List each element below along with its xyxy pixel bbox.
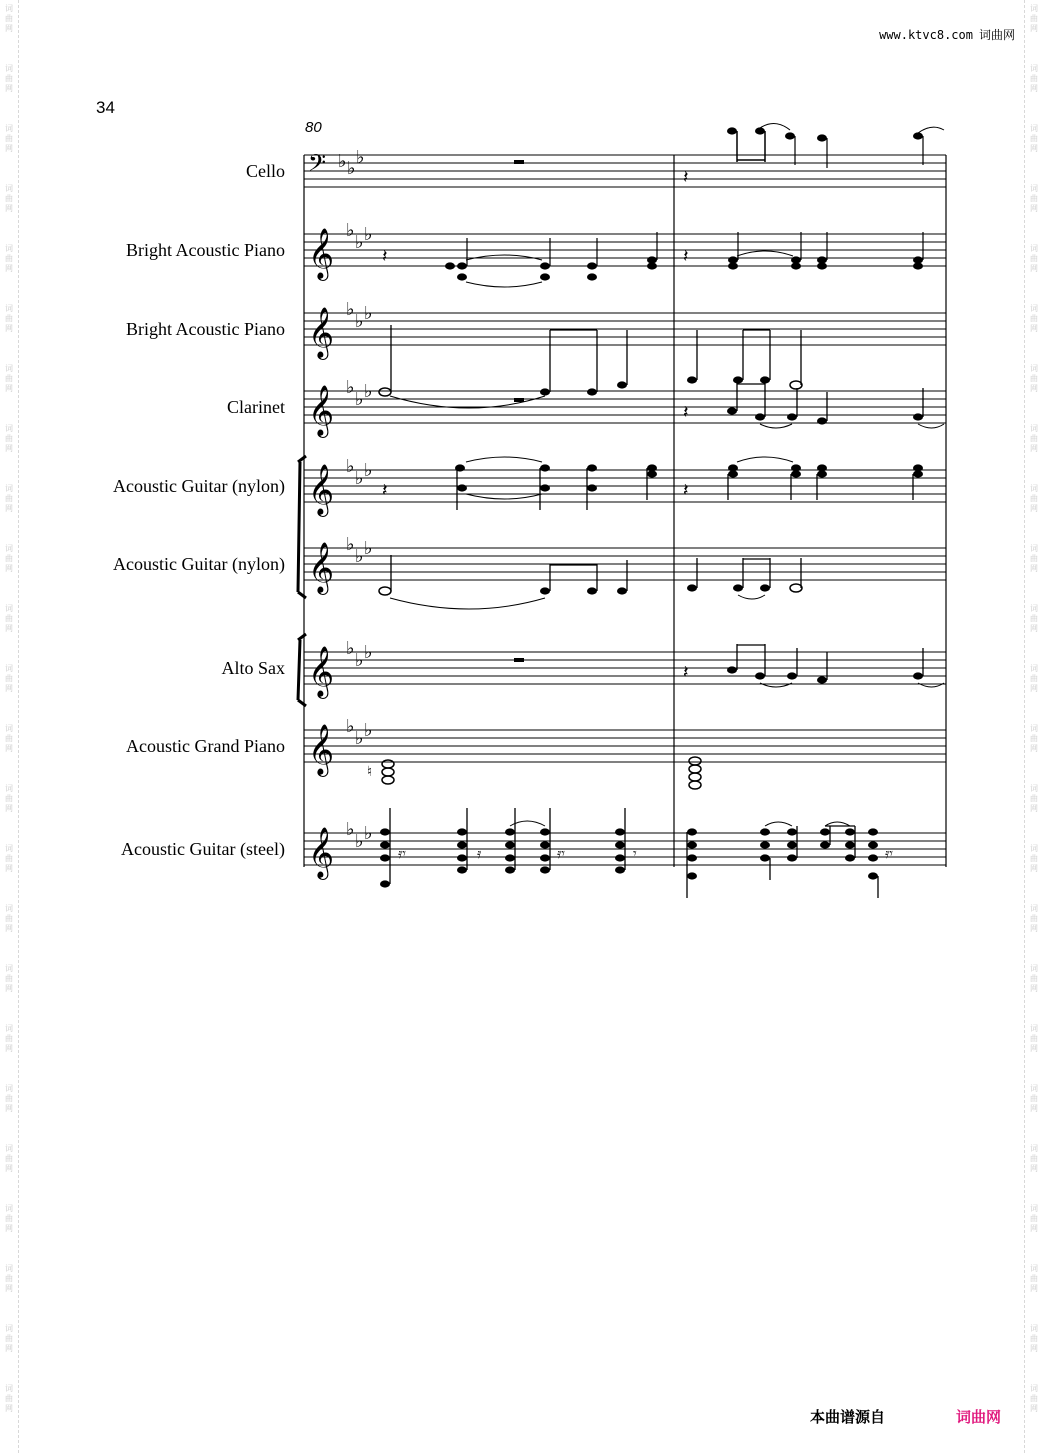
watermark-glyph: 网 bbox=[5, 204, 13, 213]
watermark-glyph: 词 bbox=[1030, 484, 1038, 493]
watermark-glyph: 曲 bbox=[1030, 1154, 1038, 1163]
staff-grand-piano bbox=[304, 716, 946, 789]
watermark-glyph: 网 bbox=[1030, 864, 1038, 873]
svg-text:𝄿𝄾: 𝄿𝄾 bbox=[398, 847, 407, 862]
watermark-glyph: 曲 bbox=[1030, 614, 1038, 623]
watermark-glyph: 网 bbox=[5, 984, 13, 993]
watermark-glyph: 词 bbox=[1030, 724, 1038, 733]
watermark-glyph: 网 bbox=[1030, 24, 1038, 33]
watermark-glyph: 网 bbox=[1030, 804, 1038, 813]
watermark-glyph: 词 bbox=[1030, 1324, 1038, 1333]
watermark-glyph: 曲 bbox=[1030, 194, 1038, 203]
instrument-label-alto-sax: Alto Sax bbox=[221, 658, 285, 678]
watermark-glyph: 网 bbox=[1030, 984, 1038, 993]
svg-text:𝄞: 𝄞 bbox=[308, 385, 335, 436]
watermark-glyph: 曲 bbox=[5, 1154, 13, 1163]
watermark-glyph: 曲 bbox=[5, 974, 13, 983]
watermark-glyph: 网 bbox=[1030, 84, 1038, 93]
watermark-glyph: 网 bbox=[5, 1044, 13, 1053]
staff-lines bbox=[304, 155, 946, 187]
guitar-group-bracket bbox=[298, 456, 306, 598]
watermark-glyph: 网 bbox=[5, 144, 13, 153]
watermark-glyph: 曲 bbox=[5, 674, 13, 683]
watermark-glyph: 词 bbox=[1030, 664, 1038, 673]
watermark-glyph: 曲 bbox=[1030, 74, 1038, 83]
watermark-glyph: 词 bbox=[1030, 1144, 1038, 1153]
watermark-glyph: 网 bbox=[5, 1164, 13, 1173]
watermark-glyph: 曲 bbox=[5, 134, 13, 143]
watermark-glyph: 网 bbox=[5, 444, 13, 453]
watermark-glyph: 网 bbox=[5, 564, 13, 573]
instrument-label-steel-guitar: Acoustic Guitar (steel) bbox=[121, 839, 285, 859]
watermark-glyph: 词 bbox=[1030, 304, 1038, 313]
watermark-glyph: 词 bbox=[5, 724, 13, 733]
svg-text:♭: ♭ bbox=[355, 546, 364, 566]
watermark-glyph: 曲 bbox=[5, 794, 13, 803]
watermark-glyph: 曲 bbox=[5, 914, 13, 923]
watermark-glyph: 网 bbox=[5, 1224, 13, 1233]
watermark-glyph: 网 bbox=[1030, 504, 1038, 513]
watermark-glyph: 词 bbox=[5, 424, 13, 433]
svg-text:♭: ♭ bbox=[355, 728, 364, 748]
watermark-glyph: 词 bbox=[1030, 544, 1038, 553]
watermark-glyph: 曲 bbox=[1030, 1214, 1038, 1223]
page-number: 34 bbox=[96, 98, 115, 117]
watermark-glyph: 曲 bbox=[5, 14, 13, 23]
staff-lines bbox=[304, 652, 946, 684]
watermark-glyph: 词 bbox=[1030, 1384, 1038, 1393]
svg-text:♭: ♭ bbox=[346, 220, 355, 240]
svg-text:♭: ♭ bbox=[346, 299, 355, 319]
svg-text:♭: ♭ bbox=[346, 638, 355, 658]
svg-text:♭: ♭ bbox=[356, 147, 365, 167]
staff-lines bbox=[304, 730, 946, 762]
watermark-glyph: 词 bbox=[5, 1084, 13, 1093]
tempo-marking: 80 bbox=[305, 119, 322, 136]
footer-brand: 词曲网 bbox=[956, 1408, 1002, 1426]
watermark-glyph: 曲 bbox=[1030, 434, 1038, 443]
svg-text:♭: ♭ bbox=[355, 232, 364, 252]
instrument-label-grand-piano: Acoustic Grand Piano bbox=[126, 736, 285, 756]
svg-text:𝄞: 𝄞 bbox=[308, 464, 335, 515]
watermark-glyph: 网 bbox=[1030, 204, 1038, 213]
watermark-glyph: 曲 bbox=[5, 494, 13, 503]
watermark-glyph: 词 bbox=[1030, 1264, 1038, 1273]
watermark-glyph: 曲 bbox=[1030, 1034, 1038, 1043]
instrument-label-cello: Cello bbox=[246, 161, 285, 181]
note bbox=[727, 127, 737, 134]
watermark-glyph: 曲 bbox=[1030, 974, 1038, 983]
watermark-glyph: 曲 bbox=[5, 554, 13, 563]
watermark-glyph: 网 bbox=[1030, 624, 1038, 633]
watermark-glyph: 网 bbox=[1030, 924, 1038, 933]
watermark-glyph: 词 bbox=[5, 304, 13, 313]
watermark-glyph: 词 bbox=[5, 544, 13, 553]
footer-source-label: 本曲谱源自 bbox=[810, 1408, 886, 1426]
svg-text:♮: ♮ bbox=[367, 765, 373, 780]
svg-text:𝄞: 𝄞 bbox=[308, 542, 335, 593]
svg-text:♭: ♭ bbox=[346, 819, 355, 839]
watermark-glyph: 网 bbox=[5, 744, 13, 753]
instrument-label-nylon-guitar-1: Acoustic Guitar (nylon) bbox=[113, 476, 285, 496]
watermark-glyph: 曲 bbox=[5, 374, 13, 383]
watermark-glyph: 网 bbox=[1030, 1044, 1038, 1053]
watermark-glyph: 曲 bbox=[1030, 854, 1038, 863]
note bbox=[785, 132, 795, 139]
watermark-glyph: 网 bbox=[1030, 564, 1038, 573]
watermark-glyph: 词 bbox=[1030, 184, 1038, 193]
watermark-glyph: 网 bbox=[5, 804, 13, 813]
quarter-rest: 𝄽 bbox=[382, 246, 388, 266]
watermark-glyph: 词 bbox=[5, 184, 13, 193]
svg-text:♭: ♭ bbox=[355, 650, 364, 670]
svg-text:♭: ♭ bbox=[347, 158, 356, 178]
watermark-glyph: 网 bbox=[1030, 1344, 1038, 1353]
watermark-glyph: 曲 bbox=[5, 1394, 13, 1403]
svg-text:𝄽: 𝄽 bbox=[382, 480, 388, 500]
svg-text:♭: ♭ bbox=[346, 377, 355, 397]
watermark-glyph: 网 bbox=[5, 504, 13, 513]
watermark-glyph: 曲 bbox=[5, 1214, 13, 1223]
staff-alto-sax bbox=[304, 638, 946, 699]
whole-rest bbox=[514, 160, 524, 164]
svg-text:♭: ♭ bbox=[346, 456, 355, 476]
watermark-glyph: 词 bbox=[5, 1144, 13, 1153]
staff-bright-piano-1 bbox=[304, 220, 946, 287]
watermark-glyph: 词 bbox=[5, 784, 13, 793]
svg-text:♭: ♭ bbox=[355, 831, 364, 851]
staff-bright-piano-2 bbox=[304, 299, 946, 396]
watermark-glyph: 曲 bbox=[1030, 794, 1038, 803]
watermark-glyph: 网 bbox=[1030, 744, 1038, 753]
watermark-glyph: 曲 bbox=[5, 1034, 13, 1043]
watermark-glyph: 曲 bbox=[1030, 494, 1038, 503]
watermark-glyph: 曲 bbox=[5, 1094, 13, 1103]
svg-text:𝄽: 𝄽 bbox=[683, 480, 689, 500]
watermark-glyph: 曲 bbox=[5, 854, 13, 863]
watermark-glyph: 词 bbox=[5, 4, 13, 13]
svg-text:𝄾: 𝄾 bbox=[633, 847, 637, 862]
watermark-glyph: 网 bbox=[5, 924, 13, 933]
watermark-glyph: 词 bbox=[5, 124, 13, 133]
watermark-glyph: 词 bbox=[5, 484, 13, 493]
watermark-glyph: 网 bbox=[1030, 264, 1038, 273]
staff-lines bbox=[304, 391, 946, 423]
watermark-glyph: 网 bbox=[1030, 444, 1038, 453]
watermark-glyph: 曲 bbox=[1030, 314, 1038, 323]
watermark-glyph: 网 bbox=[5, 624, 13, 633]
watermark-glyph: 词 bbox=[5, 664, 13, 673]
watermark-glyph: 词 bbox=[1030, 244, 1038, 253]
watermark-glyph: 词 bbox=[1030, 844, 1038, 853]
bass-clef: 𝄢 bbox=[308, 149, 327, 182]
staff-lines bbox=[304, 234, 946, 266]
svg-text:♭: ♭ bbox=[355, 389, 364, 409]
watermark-glyph: 网 bbox=[5, 1284, 13, 1293]
quarter-rest: 𝄽 bbox=[683, 167, 689, 187]
watermark-glyph: 词 bbox=[5, 964, 13, 973]
watermark-glyph: 曲 bbox=[1030, 134, 1038, 143]
svg-text:♭: ♭ bbox=[364, 823, 373, 843]
svg-text:♭: ♭ bbox=[338, 151, 347, 171]
watermark-glyph: 曲 bbox=[5, 434, 13, 443]
note bbox=[913, 132, 923, 139]
watermark-glyph: 网 bbox=[5, 384, 13, 393]
note bbox=[755, 127, 765, 134]
watermark-glyph: 网 bbox=[1030, 1104, 1038, 1113]
watermark-glyph: 网 bbox=[1030, 684, 1038, 693]
svg-text:♭: ♭ bbox=[346, 534, 355, 554]
watermark-glyph: 曲 bbox=[1030, 914, 1038, 923]
svg-text:𝄽: 𝄽 bbox=[683, 662, 689, 682]
key-signature bbox=[346, 220, 373, 252]
watermark-glyph: 曲 bbox=[1030, 674, 1038, 683]
watermark-glyph: 词 bbox=[1030, 1084, 1038, 1093]
watermark-glyph: 词 bbox=[1030, 1204, 1038, 1213]
watermark-glyph: 网 bbox=[5, 264, 13, 273]
watermark-glyph: 网 bbox=[1030, 144, 1038, 153]
watermark-glyph: 词 bbox=[5, 1264, 13, 1273]
watermark-glyph: 网 bbox=[5, 864, 13, 873]
watermark-glyph: 词 bbox=[5, 1384, 13, 1393]
sax-group-bracket bbox=[298, 634, 306, 706]
watermark-glyph: 网 bbox=[5, 1344, 13, 1353]
staff-steel-guitar bbox=[304, 808, 946, 898]
svg-text:♭: ♭ bbox=[355, 311, 364, 331]
staff-nylon-guitar-1 bbox=[304, 456, 946, 517]
watermark-glyph: 曲 bbox=[5, 614, 13, 623]
staff-lines bbox=[304, 548, 946, 580]
watermark-glyph: 词 bbox=[5, 1024, 13, 1033]
watermark-glyph: 词 bbox=[1030, 784, 1038, 793]
svg-text:𝄽: 𝄽 bbox=[683, 246, 689, 266]
watermark-glyph: 曲 bbox=[1030, 1094, 1038, 1103]
staff-lines bbox=[304, 313, 946, 345]
watermark-glyph: 网 bbox=[5, 1104, 13, 1113]
watermark-glyph: 词 bbox=[1030, 604, 1038, 613]
svg-text:♭: ♭ bbox=[364, 460, 373, 480]
site-name: 词曲网 bbox=[978, 28, 1015, 42]
watermark-glyph: 网 bbox=[5, 24, 13, 33]
watermark-glyph: 网 bbox=[5, 1404, 13, 1413]
watermark-glyph: 词 bbox=[5, 604, 13, 613]
svg-text:𝄿: 𝄿 bbox=[477, 847, 482, 862]
watermark-glyph: 网 bbox=[1030, 1164, 1038, 1173]
watermark-glyph: 曲 bbox=[1030, 554, 1038, 563]
staff-cello bbox=[304, 123, 946, 187]
watermark-glyph: 词 bbox=[5, 904, 13, 913]
svg-text:♭: ♭ bbox=[355, 468, 364, 488]
watermark-glyph: 网 bbox=[5, 684, 13, 693]
watermark-glyph: 词 bbox=[5, 1204, 13, 1213]
watermark-glyph: 网 bbox=[5, 324, 13, 333]
watermark-glyph: 网 bbox=[5, 84, 13, 93]
watermark-glyph: 曲 bbox=[5, 194, 13, 203]
instrument-label-nylon-guitar-2: Acoustic Guitar (nylon) bbox=[113, 554, 285, 574]
watermark-glyph: 曲 bbox=[5, 74, 13, 83]
watermark-glyph: 词 bbox=[5, 64, 13, 73]
svg-text:♭: ♭ bbox=[364, 224, 373, 244]
watermark-glyph: 词 bbox=[1030, 1024, 1038, 1033]
treble-clef: 𝄞 bbox=[308, 228, 335, 279]
watermark-glyph: 曲 bbox=[1030, 1394, 1038, 1403]
watermark-glyph: 词 bbox=[5, 1324, 13, 1333]
watermark-glyph: 网 bbox=[1030, 1284, 1038, 1293]
svg-text:♭: ♭ bbox=[364, 303, 373, 323]
watermark-glyph: 词 bbox=[5, 844, 13, 853]
instrument-label-bright-piano-1: Bright Acoustic Piano bbox=[126, 240, 285, 260]
svg-text:𝄿𝄾: 𝄿𝄾 bbox=[557, 847, 566, 862]
svg-text:♭: ♭ bbox=[346, 716, 355, 736]
key-signature bbox=[338, 147, 365, 178]
svg-text:♭: ♭ bbox=[364, 720, 373, 740]
watermark-glyph: 曲 bbox=[1030, 734, 1038, 743]
instrument-label-clarinet: Clarinet bbox=[227, 397, 285, 417]
watermark-glyph: 词 bbox=[1030, 424, 1038, 433]
watermark-glyph: 网 bbox=[1030, 1224, 1038, 1233]
watermark-glyph: 词 bbox=[1030, 64, 1038, 73]
watermark-glyph: 词 bbox=[1030, 904, 1038, 913]
watermark-glyph: 曲 bbox=[1030, 1334, 1038, 1343]
instrument-label-bright-piano-2: Bright Acoustic Piano bbox=[126, 319, 285, 339]
svg-text:𝄽: 𝄽 bbox=[683, 402, 689, 422]
watermark-glyph: 词 bbox=[5, 244, 13, 253]
svg-text:𝄿𝄾: 𝄿𝄾 bbox=[885, 847, 894, 862]
svg-text:𝄞: 𝄞 bbox=[308, 827, 335, 878]
watermark-glyph: 网 bbox=[1030, 324, 1038, 333]
watermark-glyph: 曲 bbox=[5, 254, 13, 263]
watermark-glyph: 曲 bbox=[5, 314, 13, 323]
watermark-glyph: 曲 bbox=[5, 1334, 13, 1343]
watermark-glyph: 曲 bbox=[5, 1274, 13, 1283]
svg-text:𝄞: 𝄞 bbox=[308, 646, 335, 697]
svg-text:♭: ♭ bbox=[364, 642, 373, 662]
watermark-glyph: 曲 bbox=[1030, 254, 1038, 263]
svg-text:𝄞: 𝄞 bbox=[308, 724, 335, 775]
note bbox=[817, 134, 827, 141]
watermark-glyph: 词 bbox=[5, 364, 13, 373]
watermark-glyph: 词 bbox=[1030, 364, 1038, 373]
svg-text:♭: ♭ bbox=[364, 381, 373, 401]
watermark-glyph: 曲 bbox=[1030, 1274, 1038, 1283]
watermark-glyph: 词 bbox=[1030, 964, 1038, 973]
watermark-glyph: 曲 bbox=[1030, 374, 1038, 383]
watermark-glyph: 网 bbox=[1030, 384, 1038, 393]
svg-text:𝄞: 𝄞 bbox=[308, 307, 335, 358]
watermark-glyph: 词 bbox=[1030, 124, 1038, 133]
site-url: www.ktvc8.com bbox=[879, 28, 973, 42]
watermark-glyph: 词 bbox=[1030, 4, 1038, 13]
watermark-glyph: 曲 bbox=[5, 734, 13, 743]
watermark-glyph: 网 bbox=[1030, 1404, 1038, 1413]
staff-lines bbox=[304, 470, 946, 502]
watermark-glyph: 曲 bbox=[1030, 14, 1038, 23]
svg-text:♭: ♭ bbox=[364, 538, 373, 558]
staff-nylon-guitar-2 bbox=[304, 534, 946, 609]
